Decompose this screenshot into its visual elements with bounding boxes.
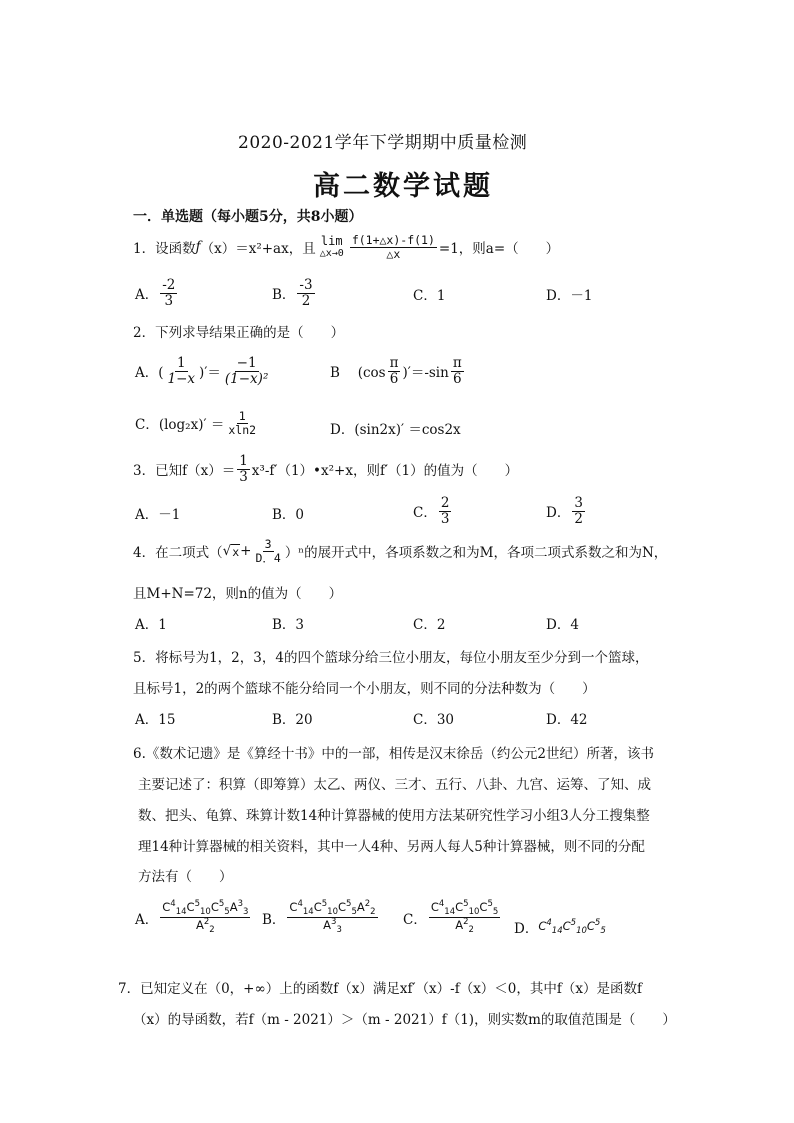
numerator: 1 <box>238 409 246 423</box>
q1-fraction <box>350 234 437 260</box>
q2-b-fraction <box>388 356 401 387</box>
q4-plus: + <box>240 543 252 560</box>
question-1 <box>133 234 559 260</box>
q1-prefix: 1．设函数 <box>133 241 196 258</box>
numerator: π <box>389 355 399 371</box>
q4-line2: 且M+N=72，则n的值为（ ） <box>133 586 343 602</box>
q1-fx: （x）＝x²+ax，且 <box>200 241 316 258</box>
q3-c-fraction <box>439 496 452 527</box>
numerator: 2 <box>440 495 450 511</box>
q1-lim-sub: △x→0 <box>319 248 344 260</box>
q4-rest: ）ⁿ的展开式中，各项系数之和为M，各项二项式系数之和为N， <box>284 545 668 562</box>
numerator: -2 <box>162 277 176 293</box>
q3-rest: x³-f′（1）•x²+x，则f′（1）的值为（ ） <box>251 463 519 480</box>
option-label: B． <box>272 287 296 304</box>
q1-option-d[interactable]: D．－1 <box>546 288 593 304</box>
q3-fraction <box>237 454 250 485</box>
option-label: C．(log₂x)′ ＝ <box>135 417 225 434</box>
q3-option-d[interactable] <box>546 496 587 527</box>
q3-prefix: 3．已知f（x）＝ <box>133 463 236 480</box>
option-label: D． <box>546 505 571 522</box>
q1-suffix: =1，则a=（ ） <box>438 241 560 258</box>
q5-option-b[interactable]: B．20 <box>272 712 313 728</box>
q1-option-a[interactable] <box>135 278 179 309</box>
q6-line4: 理14种计算器械的相关资料，其中一人4种、另两人每人5种计算器械，则不同的分配 <box>138 839 645 855</box>
q4-option-c[interactable]: C．2 <box>413 617 446 633</box>
section-heading: 一．单选题（每小题5分，共8小题） <box>133 209 363 225</box>
q2-option-c[interactable] <box>135 410 260 436</box>
denominator: D．4 <box>255 550 281 565</box>
option-label: A．( <box>135 365 164 382</box>
q2-c-fraction <box>226 410 258 436</box>
q1-lim: lim <box>320 234 343 249</box>
q4-option-b[interactable]: B．3 <box>272 617 305 633</box>
numerator: π <box>452 355 462 371</box>
q5-option-c[interactable]: C．30 <box>413 712 455 728</box>
q4-option-a[interactable]: A．1 <box>135 617 167 633</box>
q7-line1: 7．已知定义在（0，+∞）上的函数f（x）满足xf′（x）-f（x）＜0，其中f（x）是函数f <box>118 981 643 997</box>
question-4 <box>133 538 667 564</box>
denominator: 3 <box>440 510 450 527</box>
numerator: 3 <box>574 495 583 511</box>
denominator: 3 <box>164 292 174 309</box>
q1-limit <box>320 235 344 259</box>
option-label: A． <box>135 287 159 304</box>
q6-c-fraction: $\frac{C^4_{14}C^5_{10}C^5_5}{A^2_2}$ <box>430 899 499 936</box>
option-label: D． <box>514 921 539 937</box>
q1-numerator: f(1+△x)-f(1) <box>351 233 435 247</box>
q2-a-outer-fraction <box>223 356 270 387</box>
q3-option-c[interactable] <box>413 496 453 527</box>
numerator: 1 <box>176 355 186 371</box>
q5-line1: 5．将标号为1，2，3，4的四个篮球分给三位小朋友，每位小朋友至少分到一个篮球， <box>133 650 649 666</box>
option-label: C． <box>403 911 427 928</box>
q1-option-c[interactable]: C．1 <box>413 288 446 304</box>
denominator: (1−x)² <box>224 370 269 387</box>
q1-denominator: △x <box>386 246 401 261</box>
sqrt-icon: √ <box>222 543 232 560</box>
option-label: C． <box>413 505 437 522</box>
q6-a-fraction: $\frac{C^4_{14}C^5_{10}C^5_5A^3_3}{A^2_2}$ <box>162 899 249 936</box>
denominator: 3 <box>239 468 248 485</box>
numerator: 1 <box>239 453 248 469</box>
question-2: 2．下列求导结果正确的是（ ） <box>133 325 345 341</box>
q1-b-fraction <box>297 278 314 309</box>
q2-option-b[interactable] <box>330 356 466 387</box>
q2-b-fraction-2 <box>451 356 464 387</box>
q1-option-b[interactable] <box>272 278 317 309</box>
q1-a-fraction <box>160 278 177 309</box>
q6-b-fraction: $\frac{C^4_{14}C^5_{10}C^5_5A^2_2}{A^3_3}$ <box>289 899 376 936</box>
denominator: 2 <box>574 510 583 527</box>
numerator: −1 <box>236 355 257 371</box>
denominator: 1−x <box>167 370 196 387</box>
q4-sqrt-arg: x <box>232 544 240 559</box>
q5-option-a[interactable]: A．15 <box>135 712 176 728</box>
q6-line3: 数、把头、龟算、珠算计数14种计算器械的使用方法某研究性学习小组3人分工搜集整 <box>138 808 650 824</box>
q4-option-d[interactable]: D．4 <box>546 617 579 633</box>
q6-line1: 6.《数术记遗》是《算经十书》中的一部，相传是汉末徐岳（约公元2世纪）所著，该书 <box>133 746 654 762</box>
denominator: 2 <box>301 292 311 309</box>
q6-option-d[interactable]: D． $C^4_{14}C^5_{10}C^5_5$ <box>514 917 606 937</box>
denominator: 6 <box>452 370 462 387</box>
q3-option-a[interactable]: A．－1 <box>135 507 181 523</box>
exam-subtitle: 2020-2021学年下学期期中质量检测 <box>238 133 528 153</box>
numerator: 3 <box>264 537 272 551</box>
q6-option-c[interactable] <box>403 900 502 936</box>
question-3 <box>133 454 518 485</box>
exam-title: 高二数学试题 <box>313 171 493 202</box>
q6-line5: 方法有（ ） <box>138 869 233 885</box>
q6-option-b[interactable] <box>262 900 380 936</box>
q2-b-mid: )′＝-sin <box>402 365 449 382</box>
q2-a-mid: )′＝ <box>199 365 221 382</box>
q2-option-d[interactable]: D．(sin2x)′ ＝cos2x <box>330 422 461 438</box>
option-label: B． <box>262 911 286 928</box>
numerator: -3 <box>299 277 313 293</box>
q2-a-inner-fraction <box>166 356 198 387</box>
denominator: xln2 <box>228 422 257 437</box>
q5-line2: 且标号1，2的两个篮球不能分给同一个小朋友，则不同的分法种数为（ ） <box>133 681 596 697</box>
q4-prefix: 4．在二项式（ <box>133 545 223 562</box>
q2-option-a[interactable] <box>135 356 272 387</box>
q3-d-fraction <box>572 496 585 527</box>
q4-fraction <box>253 538 282 564</box>
option-label: B (cos <box>330 365 386 382</box>
q3-option-b[interactable]: B．0 <box>272 507 305 523</box>
q6-line2: 主要记述了：积算（即筹算）太乙、两仪、三才、五行、八卦、九宫、运筹、了知、成 <box>138 777 651 793</box>
denominator: 6 <box>389 370 399 387</box>
q5-option-d[interactable]: D．42 <box>546 712 588 728</box>
q6-option-a[interactable] <box>135 900 252 936</box>
q7-line2: （x）的导函数，若f（m - 2021）＞（m - 2021）f（1)，则实数m的取值范围是（ ） <box>133 1012 676 1028</box>
option-label: A． <box>135 911 159 928</box>
q1-f: f <box>195 239 201 256</box>
